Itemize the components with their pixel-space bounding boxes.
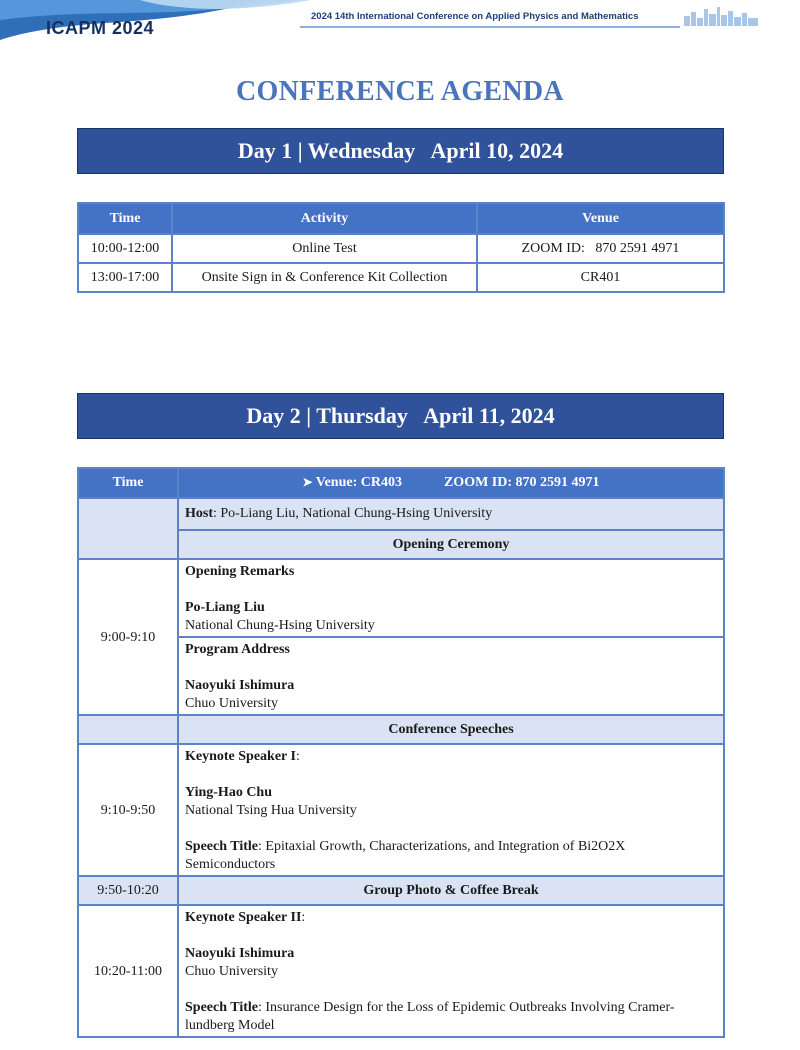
day2-venue-header [178, 468, 724, 498]
row-activity: Online Test [172, 234, 477, 263]
city-skyline-icon [684, 6, 758, 26]
conference-logo: ICAPM 2024 [46, 18, 155, 38]
speaker-affiliation: National Tsing Hua University [185, 803, 357, 818]
day2-banner: Day 2 | Thursday April 11, 2024 [77, 393, 724, 439]
table-row [78, 744, 724, 876]
table-row [78, 234, 724, 263]
row-time: 10:00-12:00 [78, 234, 172, 263]
host-cell [178, 498, 724, 530]
table-row [78, 559, 724, 637]
item-title: Program Address [185, 642, 290, 657]
speaker-affiliation: Chuo University [185, 964, 278, 979]
speech-title: : Epitaxial Growth, Characterizations, and Integration of Bi2O2X Semiconductors [185, 839, 626, 872]
row-activity: Onsite Sign in & Conference Kit Collection [172, 263, 477, 292]
venue-zoom-label: Venue: CR403 ZOOM ID: 870 2591 4971 [315, 475, 600, 490]
section-coffee-break: Group Photo & Coffee Break [178, 876, 724, 905]
header-divider [300, 26, 680, 28]
keynote-colon: : [295, 749, 300, 764]
host-row [78, 498, 724, 530]
speech-title: : Insurance Design for the Loss of Epidemic Outbreaks Involving Cramer-lundberg Model [185, 1000, 675, 1033]
speaker-name: Naoyuki Ishimura [185, 946, 295, 961]
day1-banner: Day 1 | Wednesday April 10, 2024 [77, 128, 724, 174]
break-row [78, 876, 724, 905]
table-row [78, 905, 724, 1037]
speech-title-label: Speech Title [185, 839, 258, 854]
day1-agenda-table [77, 202, 725, 293]
arrow-right-icon: ➤ [302, 475, 313, 489]
row-time: 13:00-17:00 [78, 263, 172, 292]
slot-time: 9:10-9:50 [78, 744, 178, 876]
speaker-name: Po-Liang Liu [185, 600, 265, 615]
program-address-cell [178, 637, 724, 715]
slot-time: 9:50-10:20 [78, 876, 178, 905]
day1-table-header-row [78, 203, 724, 234]
page-header [0, 0, 800, 44]
table-row [78, 263, 724, 292]
section-conference-speeches: Conference Speeches [178, 715, 724, 744]
keynote2-cell [178, 905, 724, 1037]
conference-full-name: 2024 14th International Conference on Applied Physics and Mathematics [311, 11, 639, 22]
row-venue: ZOOM ID: 870 2591 4971 [477, 234, 724, 263]
speaker-affiliation: National Chung-Hsing University [185, 618, 375, 633]
slot-time: 10:20-11:00 [78, 905, 178, 1037]
host-label: Host [185, 506, 213, 521]
day2-col-time: Time [78, 468, 178, 498]
opening-remarks-cell [178, 559, 724, 637]
day1-col-activity: Activity [172, 203, 477, 234]
empty-time-cell [78, 498, 178, 559]
page-title: CONFERENCE AGENDA [236, 76, 564, 107]
host-value: : Po-Liang Liu, National Chung-Hsing University [213, 506, 493, 521]
keynote-colon: : [301, 910, 306, 925]
section-opening-ceremony: Opening Ceremony [178, 530, 724, 559]
section-row [78, 715, 724, 744]
keynote-label: Keynote Speaker II [185, 910, 302, 925]
row-venue: CR401 [477, 263, 724, 292]
speaker-name: Naoyuki Ishimura [185, 678, 295, 693]
speaker-name: Ying-Hao Chu [185, 785, 273, 800]
empty-time-cell [78, 715, 178, 744]
day2-agenda-table [77, 467, 725, 1038]
speech-title-label: Speech Title [185, 1000, 258, 1015]
day2-table-header-row [78, 468, 724, 498]
slot-time: 9:00-9:10 [78, 559, 178, 715]
item-title: Opening Remarks [185, 564, 295, 579]
day1-col-time: Time [78, 203, 172, 234]
keynote-label: Keynote Speaker I [185, 749, 296, 764]
speaker-affiliation: Chuo University [185, 696, 278, 711]
keynote1-cell [178, 744, 724, 876]
day1-col-venue: Venue [477, 203, 724, 234]
